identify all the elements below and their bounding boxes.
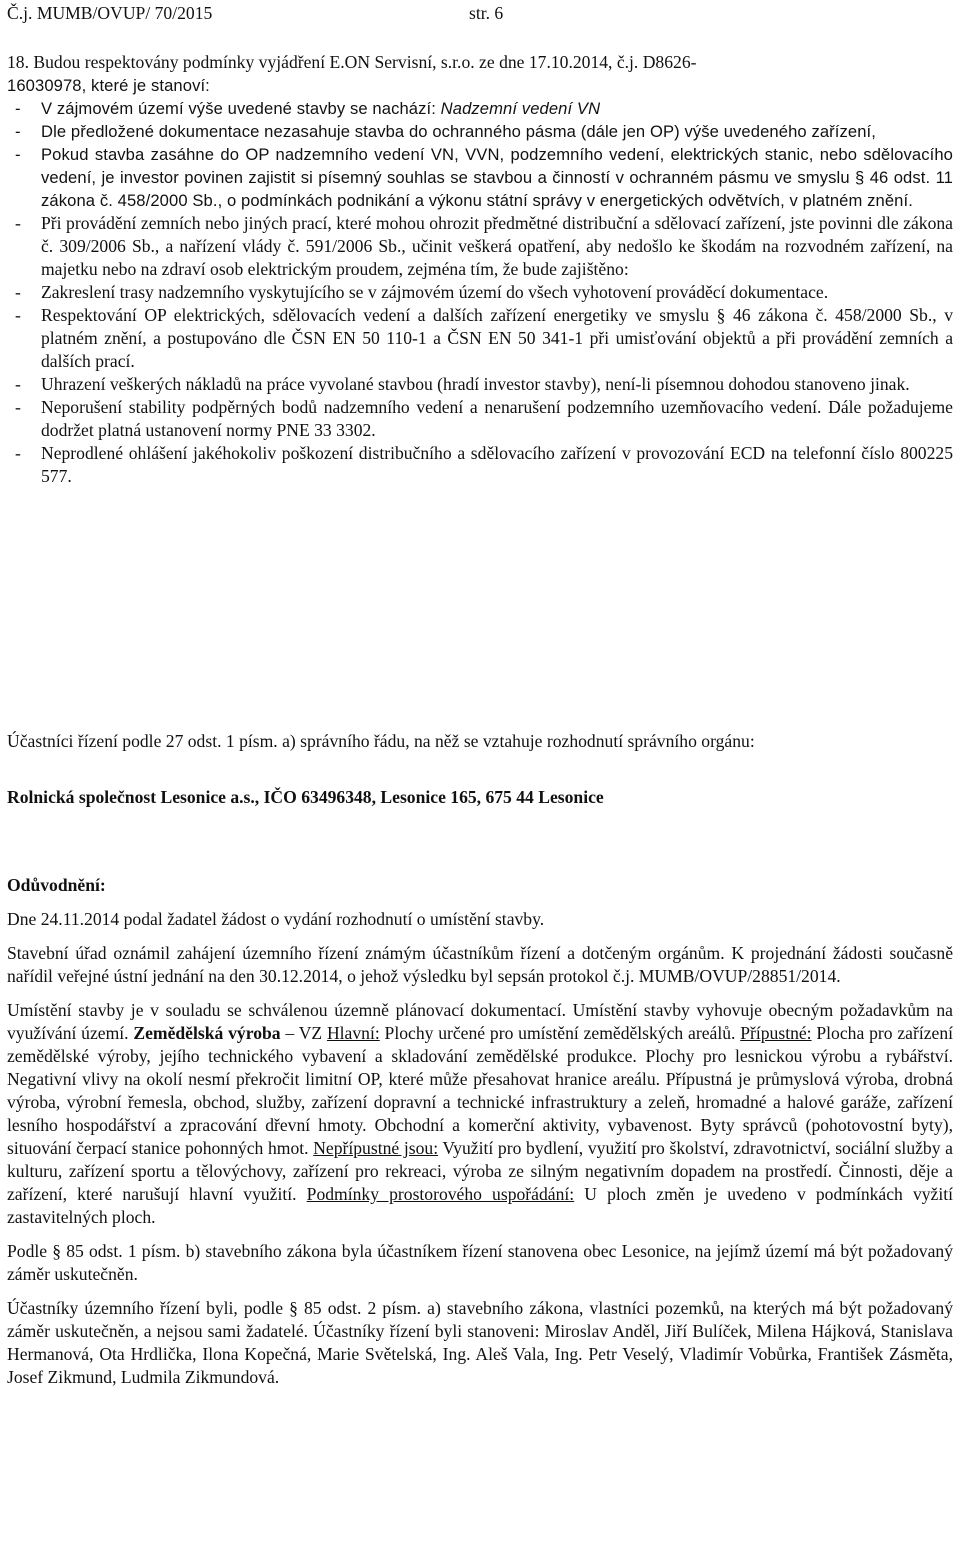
text-run-underline: Přípustné: (740, 1023, 812, 1043)
list-item (7, 281, 953, 304)
list-item-text: Dle předložené dokumentace nezasahuje stavba do ochranného pásma (dále jen OP) výše uvedeného zařízení, (41, 122, 876, 141)
participants-section (7, 730, 953, 809)
reference-number: Č.j. MUMB/OVUP/ 70/2015 (7, 3, 213, 23)
list-item-text: Neprodlené ohlášení jakéhokoliv poškození distribučního a sdělovacího zařízení v provozování ECD na telefonní číslo 800225 577. (41, 443, 953, 486)
list-dash: - (15, 122, 21, 141)
reasoning-paragraph (7, 999, 953, 1229)
text-run-underline: Podmínky prostorového uspořádání: (306, 1184, 575, 1204)
list-item (7, 304, 953, 373)
list-dash: - (15, 397, 21, 417)
reasoning-paragraph: Dne 24.11.2014 podal žadatel žádost o vydání rozhodnutí o umístění stavby. (7, 909, 545, 929)
list-item-text: V zájmovém území výše uvedené stavby se nachází: (41, 99, 441, 118)
reasoning-section (7, 874, 953, 1389)
text-run: Umístění stavby je v souladu se schválenou územně plánovací dokumentací. Umístění stavby vyhovuje obecným požadavkům na využívání území. (7, 1000, 953, 1043)
list-dash: - (15, 282, 21, 302)
text-run-underline: Nepřípustné jsou: (313, 1138, 439, 1158)
text-run-bold: Zemědělská výroba (133, 1023, 281, 1043)
list-dash: - (15, 213, 21, 233)
reasoning-paragraph: Podle § 85 odst. 1 písm. b) stavebního zákona byla účastníkem řízení stanovena obec Lesonice, na jejímž území má být požadovaný záměr uskutečněn. (7, 1241, 953, 1284)
text-run: U ploch změn je uvedeno v podmínkách vyžití zastavitelných ploch. (7, 1184, 954, 1227)
list-item-text: Zakreslení trasy nadzemního vyskytujícího se v zájmovém území do všech vyhotovení prováděcí dokumentace. (41, 282, 829, 302)
text-run: Plocha pro zařízení zemědělské výroby, jejího technického vybavení a skladování zemědělské produkce. Plochy pro lesnickou výrobu a rybářství. Negativní vlivy na okolí nesmí překročit limitní OP, které může přesahovat hranice areálu. Přípustná je průmyslová výroba, drobná výroba, výrobní řemesla, obchod, služby, zařízení dopravní a technické infrastruktury a zeleň, hromadné a halové garáže, zařízení lesního hospodářství a zpracování dřevní hmoty. Obchodní a komerční aktivity, vybavenost. Byty správců (pohotovostní byty), situování čerpací stanice pohonných hmot. (7, 1023, 954, 1158)
list-item (7, 373, 953, 396)
reasoning-heading: Odůvodnění: (7, 875, 106, 895)
text-run-underline: Hlavní: (326, 1023, 380, 1043)
participant-party: Rolnická společnost Lesonice a.s., IČO 63496348, Lesonice 165, 675 44 Lesonice (7, 787, 604, 807)
condition-18 (7, 51, 953, 488)
list-dash: - (15, 145, 21, 164)
list-dash: - (15, 99, 21, 118)
page-number: str. 6 (469, 3, 504, 23)
list-item (7, 143, 953, 212)
participants-intro: Účastníci řízení podle 27 odst. 1 písm. a) správního řádu, na něž se vztahuje rozhodnutí správního orgánu: (7, 731, 755, 751)
list-item (7, 97, 953, 120)
list-item-text: Uhrazení veškerých nákladů na práce vyvolané stavbou (hradí investor stavby), není-li písemnou dohodou stanoveno jinak. (41, 374, 910, 394)
list-dash: - (15, 305, 21, 325)
page-header (7, 2, 953, 26)
reasoning-paragraph: Stavební úřad oznámil zahájení územního řízení známým účastníkům řízení a dotčeným orgánům. K projednání žádosti současně nařídil veřejné ústní jednání na den 30.12.2014, o jehož výsledku byl sepsán protokol č.j. MUMB/OVUP/28851/2014. (7, 943, 953, 986)
list-item (7, 442, 953, 488)
list-item-text: Neporušení stability podpěrných bodů nadzemního vedení a nenarušení podzemního uzemňovacího vedení. Dále požadujeme dodržet platná ustanovení normy PNE 33 3302. (41, 397, 953, 440)
list-item (7, 120, 953, 143)
list-item-italic: Nadzemní vedení VN (440, 99, 601, 118)
list-item-text: Respektování OP elektrických, sdělovacích vedení a dalších zařízení energetiky ve smyslu § 46 zákona č. 458/2000 Sb., v platném znění, a postupováno dle ČSN EN 50 110-1 a ČSN EN 50 341-1 při umisťování objektů a při provádění zemních a dalších prací. (41, 305, 953, 371)
list-item-text: Pokud stavba zasáhne do OP nadzemního vedení VN, VVN, podzemního vedení, elektrických stanic, nebo sdělovacího vedení, je investor povinen zajistit si písemný souhlas se stavbou a činností v ochranném pásmu ve smyslu § 46 odst. 11 zákona č. 458/2000 Sb., o podmínkách podnikání a výkonu státní správy v energetických odvětvích, v platném znění. (41, 145, 953, 210)
list-item (7, 212, 953, 281)
reasoning-paragraph: Účastníky územního řízení byli, podle § 85 odst. 2 písm. a) stavebního zákona, vlastníci pozemků, na kterých má být požadovaný záměr uskutečněn, a nejsou sami žadatelé. Účastníky řízení byli stanoveni: Miroslav Anděl, Jiří Bulíček, Milena Hájková, Stanislava Hermanová, Ota Hrdlička, Ilona Kopečná, Marie Světelská, Ing. Aleš Vala, Ing. Petr Veselý, Vladimír Vobůrka, František Zásměta, Josef Zikmund, Ludmila Zikmundová. (7, 1298, 953, 1387)
condition-18-intro: 18. Budou respektovány podmínky vyjádření E.ON Servisní, s.r.o. ze dne 17.10.2014, č.j. D8626- (7, 52, 697, 72)
condition-18-intro-cont: 16030978, které je stanoví: (7, 76, 210, 95)
text-run: Využití pro bydlení, využití pro školství, zdravotnictví, sociální služby a kulturu, zařízení sportu a tělovýchovy, zařízení pro rekreaci, výroba ze silným negativním dopadem na prostředí. Činnosti, děje a zařízení, které narušují hlavní využití. (7, 1138, 953, 1204)
condition-18-list (7, 97, 953, 488)
list-item (7, 396, 953, 442)
list-dash: - (15, 374, 21, 394)
text-run: – VZ (280, 1023, 327, 1043)
list-item-text: Při provádění zemních nebo jiných prací, které mohou ohrozit předmětné distribuční a sdělovací zařízení, jste povinni dle zákona č. 309/2006 Sb., a nařízení vlády č. 591/2006 Sb., učinit veškerá opatření, aby nedošlo ke škodám na rozvodném zařízení, na majetku nebo na zdraví osob elektrickým proudem, zejména tím, že bude zajištěno: (41, 213, 953, 279)
list-dash: - (15, 443, 21, 463)
text-run: Plochy určené pro umístění zemědělských areálů. (379, 1023, 741, 1043)
